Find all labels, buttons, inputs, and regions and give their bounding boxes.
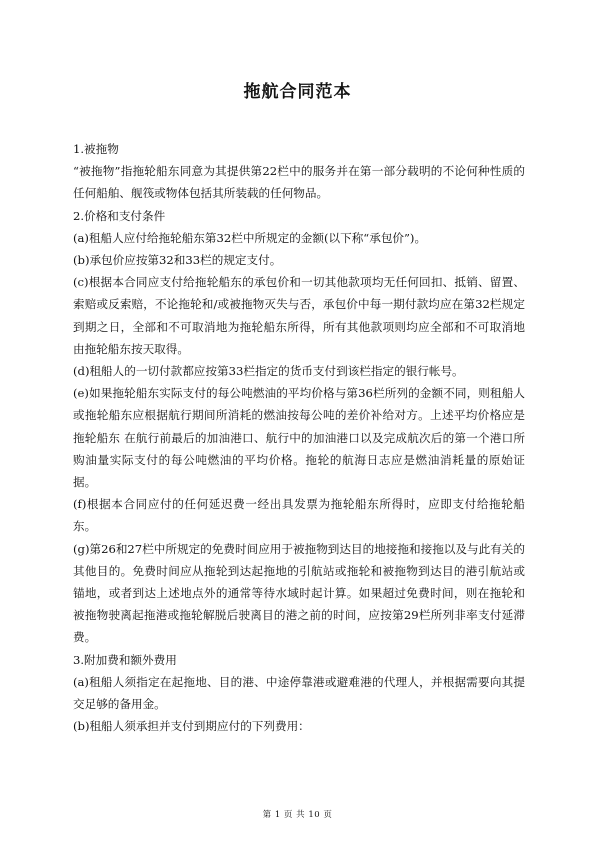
document-body — [73, 138, 525, 737]
paragraph: (g)第26和27栏中所规定的免费时间应用于被拖物到达目的地接拖和接拖以及与此有关的其他目的。免费时间应从拖轮到达起拖地的引航站或拖轮和被拖物到达目的港引航站或锚地，或者到达上述地点外的通常等待水域时起计算。如果超过免费时间，则在拖轮和被拖物驶离起拖港或拖轮解脱后驶离目的港之前的时间，应按第29栏所列非率支付延滞费。 — [73, 541, 525, 645]
paragraph: (a)租船人应付给拖轮船东第32栏中所规定的金额(以下称“承包价”)。 — [73, 230, 427, 245]
page-footer: 第 1 页 共 10 页 — [262, 810, 333, 820]
section-heading: 2.价格和支付条件 — [73, 208, 166, 223]
paragraph: (b)承包价应按第32和33栏的规定支付。 — [73, 253, 282, 268]
section-heading: 1.被拖物 — [73, 142, 119, 156]
paragraph: “被拖物”指拖轮船东同意为其提供第22栏中的服务并在第一部分载明的不论何种性质的任何船舶、舰筏或物体包括其所装载的任何物品。 — [73, 164, 525, 201]
document-title: 拖航合同范本 — [243, 82, 352, 102]
paragraph: (b)租船人须承担并支付到期应付的下列费用： — [73, 719, 310, 734]
paragraph: (f)根据本合同应付的任何延迟费一经出具发票为拖轮船东所得时，应即支付给拖轮船东。 — [73, 497, 525, 534]
paragraph: (c)根据本合同应支付给拖轮船东的承包价和一切其他款项均无任何回扣、抵销、留置、索赔或反索赔，不论拖轮和/或被拖物灭失与否，承包价中每一期付款均应在第32栏规定到期之日，全部和不可取消地为拖轮船东所得，所有其他款项则均应全部和不可取消地由拖轮船东按天取得。 — [73, 275, 525, 356]
section-heading: 3.附加费和额外费用 — [73, 652, 177, 667]
paragraph: (a)租船人须指定在起拖地、目的港、中途停靠港或避难港的代理人，并根据需要向其提交足够的备用金。 — [73, 674, 525, 712]
paragraph: (d)租船人的一切付款都应按第33栏指定的货币支付到该栏指定的银行帐号。 — [73, 364, 464, 379]
paragraph: (e)如果拖轮船东实际支付的每公吨燃油的平均价格与第36栏所列的金额不同，则租船人或拖轮船东应根据航行期间所消耗的燃油按每公吨的差价补给对方。上述平均价格应是拖轮船东 在航行前最后的加油港口、航行中的加油港口以及完成航次后的第一个港口所购油量实际支付的每公吨燃油的平均价格。拖轮的航海日志应是燃油消耗量的原始证据。 — [73, 386, 525, 490]
